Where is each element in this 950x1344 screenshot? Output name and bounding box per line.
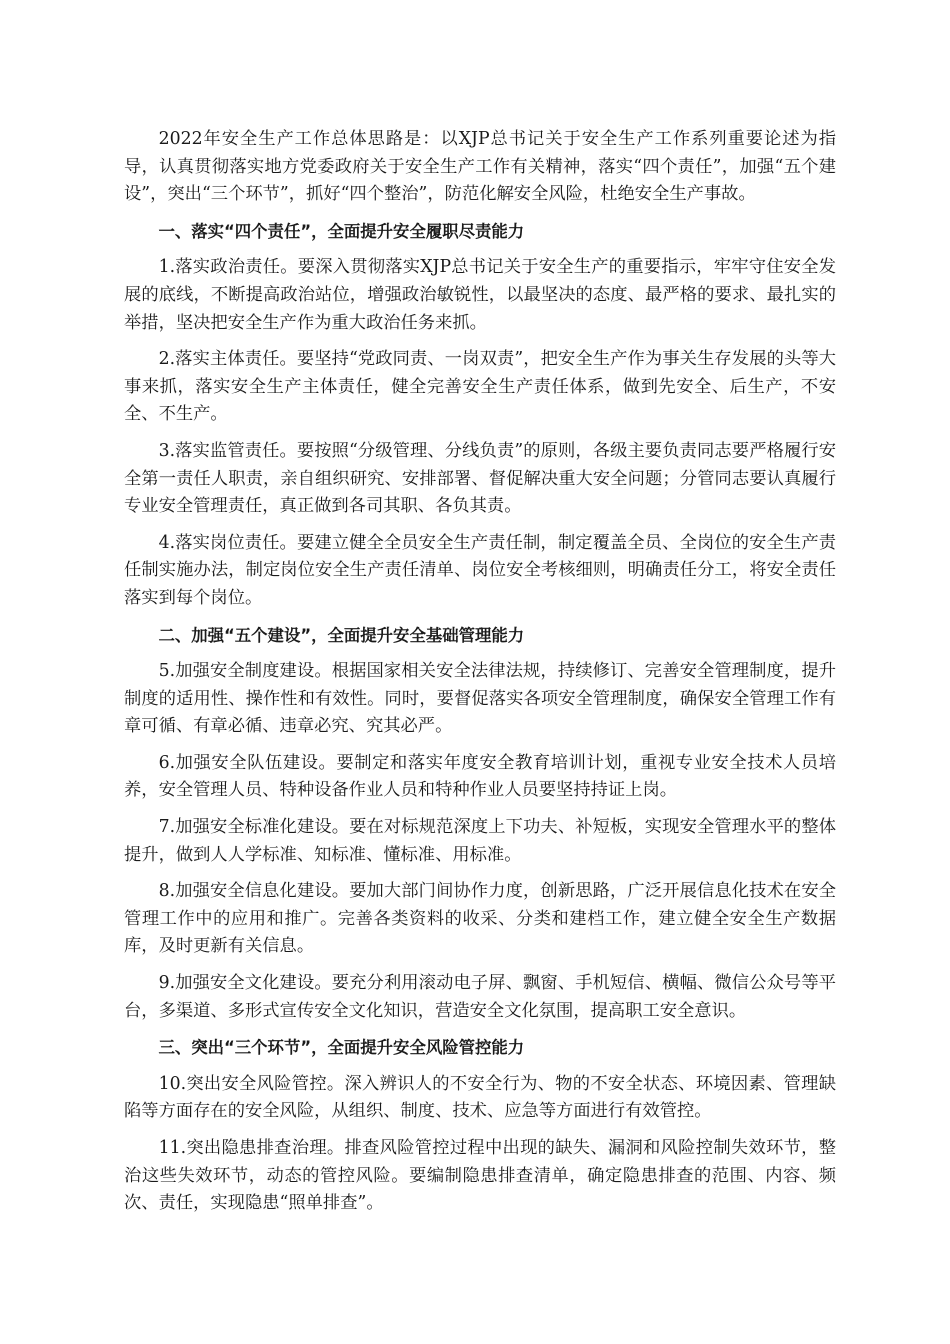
list-item: 2.落实主体责任。要坚持“党政同责、一岗双责”，把安全生产作为事关生存发展的头等大事来抓，落实安全生产主体责任，健全完善安全生产责任体系，做到先安全、后生产，不安全、不生产。 bbox=[124, 349, 836, 425]
list-item: 9.加强安全文化建设。要充分利用滚动电子屏、飘窗、手机短信、横幅、微信公众号等平台，多渠道、多形式宣传安全文化知识，营造安全文化氛围，提高职工安全意识。 bbox=[124, 973, 836, 1021]
list-item: 7.加强安全标准化建设。要在对标规范深度上下功夫、补短板，实现安全管理水平的整体提升，做到人人学标准、知标准、懂标准、用标准。 bbox=[124, 817, 836, 865]
list-item: 6.加强安全队伍建设。要制定和落实年度安全教育培训计划，重视专业安全技术人员培养，安全管理人员、特种设备作业人员和特种作业人员要坚持持证上岗。 bbox=[124, 752, 836, 801]
section-heading-3: 三、突出“三个环节”，全面提升安全风险管控能力 bbox=[158, 1038, 525, 1058]
intro-paragraph: 2022年安全生产工作总体思路是：以XJP总书记关于安全生产工作系列重要论述为指导，认真贯彻落实地方党委政府关于安全生产工作有关精神，落实“四个责任”，加强“五个建设”，突出“三个环节”，抓好“四个整治”，防范化解安全风险，杜绝安全生产事故。 bbox=[124, 129, 836, 205]
list-item: 5.加强安全制度建设。根据国家相关安全法律法规，持续修订、完善安全管理制度，提升制度的适用性、操作性和有效性。同时，要督促落实各项安全管理制度，确保安全管理工作有章可循、有章必循、违章必究、究其必严。 bbox=[124, 661, 836, 737]
list-item: 3.落实监管责任。要按照“分级管理、分线负责”的原则，各级主要负责同志要严格履行安全第一责任人职责，亲自组织研究、安排部署、督促解决重大安全问题；分管同志要认真履行专业安全管理责任，真正做到各司其职、各负其责。 bbox=[124, 440, 836, 517]
list-item: 11.突出隐患排查治理。排查风险管控过程中出现的缺失、漏洞和风险控制失效环节，整治这些失效环节，动态的管控风险。要编制隐患排查清单，确定隐患排查的范围、内容、频次、责任，实现隐患“照单排查”。 bbox=[124, 1138, 836, 1214]
list-item: 4.落实岗位责任。要建立健全全员安全生产责任制，制定覆盖全员、全岗位的安全生产责任制实施办法，制定岗位安全生产责任清单、岗位安全考核细则，明确责任分工，将安全责任落实到每个岗位。 bbox=[124, 532, 836, 608]
list-item: 1.落实政治责任。要深入贯彻落实XJP总书记关于安全生产的重要指示，牢牢守住安全发展的底线，不断提高政治站位，增强政治敏锐性，以最坚决的态度、最严格的要求、最扎实的举措，坚决把安全生产作为重大政治任务来抓。 bbox=[124, 257, 836, 333]
section-heading-1: 一、落实“四个责任”，全面提升安全履职尽责能力 bbox=[158, 221, 525, 241]
section-heading-2: 二、加强“五个建设”，全面提升安全基础管理能力 bbox=[158, 625, 525, 645]
document-page bbox=[124, 126, 836, 1227]
list-item: 10.突出安全风险管控。深入辨识人的不安全行为、物的不安全状态、环境因素、管理缺陷等方面存在的安全风险，从组织、制度、技术、应急等方面进行有效管控。 bbox=[124, 1073, 836, 1122]
list-item: 8.加强安全信息化建设。要加大部门间协作力度，创新思路，广泛开展信息化技术在安全管理工作中的应用和推广。完善各类资料的收采、分类和建档工作，建立健全安全生产数据库，及时更新有关信息。 bbox=[124, 881, 836, 957]
